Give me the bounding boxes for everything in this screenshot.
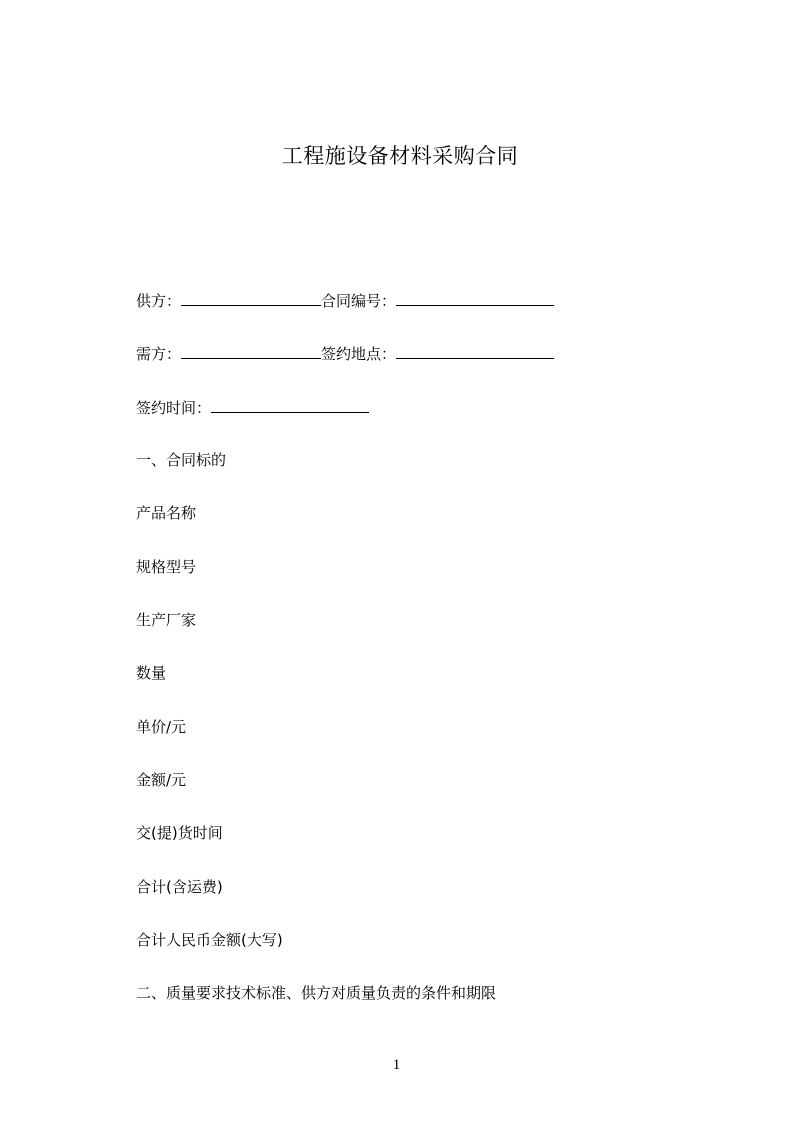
item-manufacturer: 生产厂家 xyxy=(136,611,197,629)
signing-time-blank xyxy=(211,396,369,413)
item-total-including-freight: 合计(含运费) xyxy=(136,878,223,896)
item-total-rmb-in-words: 合计人民币金额(大写) xyxy=(136,931,283,949)
buyer-signing-place-line xyxy=(136,342,554,365)
supplier-contract-number-line xyxy=(136,289,554,312)
contract-number-blank xyxy=(396,289,554,306)
signing-time-line xyxy=(136,396,369,419)
item-amount: 金额/元 xyxy=(136,771,187,789)
supplier-label: 供方： xyxy=(136,292,182,310)
item-unit-price: 单价/元 xyxy=(136,718,187,736)
section-heading-quality: 二、质量要求技术标准、供方对质量负责的条件和期限 xyxy=(136,984,497,1002)
signing-place-label: 签约地点： xyxy=(321,345,397,363)
contract-number-label: 合同编号： xyxy=(321,292,397,310)
signing-place-blank xyxy=(396,342,554,359)
section-heading-contract-subject: 一、合同标的 xyxy=(136,451,227,469)
signing-time-label: 签约时间： xyxy=(136,399,212,417)
buyer-label: 需方： xyxy=(136,345,182,363)
item-delivery-time: 交(提)货时间 xyxy=(136,824,223,842)
item-specification-model: 规格型号 xyxy=(136,558,197,576)
buyer-blank xyxy=(181,342,321,359)
supplier-blank xyxy=(181,289,321,306)
document-title: 工程施设备材料采购合同 xyxy=(281,144,519,168)
page-number: 1 xyxy=(392,1057,401,1073)
item-quantity: 数量 xyxy=(136,664,167,682)
item-product-name: 产品名称 xyxy=(136,504,197,522)
